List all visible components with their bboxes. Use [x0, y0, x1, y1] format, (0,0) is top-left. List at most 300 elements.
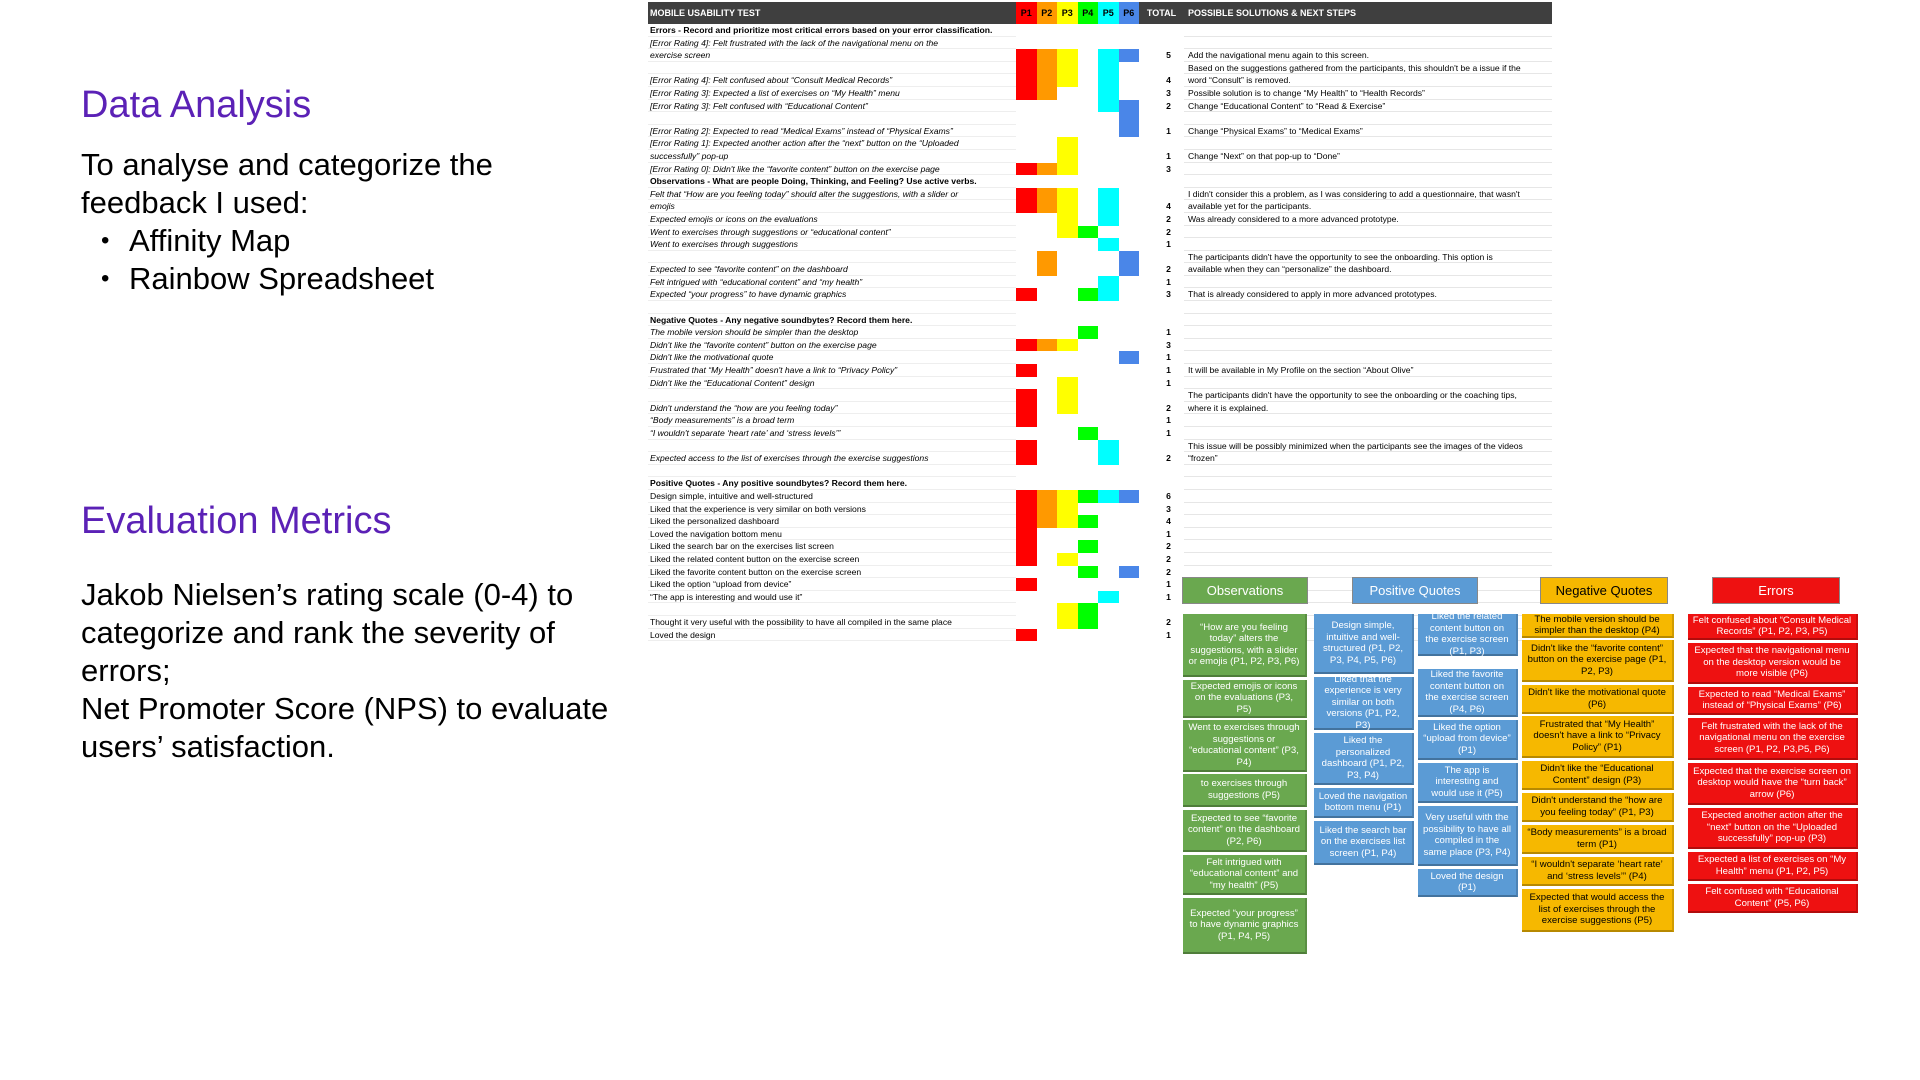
participant-header-p1: P1	[1016, 2, 1037, 24]
row-solution: “frozen”	[1184, 452, 1552, 465]
participant-cell-p2	[1037, 540, 1058, 553]
rainbow-spreadsheet	[648, 2, 1552, 641]
participant-cell-p2	[1037, 591, 1058, 604]
participant-cell-p3	[1057, 49, 1078, 62]
participant-cell-p3	[1057, 427, 1078, 440]
table-row	[648, 238, 1552, 251]
participant-cell-p1	[1016, 603, 1037, 616]
row-label	[648, 251, 1016, 264]
participant-cell-p2	[1037, 528, 1058, 541]
participant-cell-p6	[1119, 339, 1140, 352]
participant-cell-p1	[1016, 175, 1037, 188]
participant-cell-p5	[1098, 314, 1119, 327]
participant-cell-p4	[1078, 125, 1099, 138]
row-label: [Error Rating 4]: Felt confused about “Consult Medical Records”	[648, 74, 1016, 87]
row-label: [Error Rating 3]: Felt confused with “Educational Content”	[648, 100, 1016, 113]
row-label: “The app is interesting and would use it”	[648, 591, 1016, 604]
participant-cell-p6	[1119, 377, 1140, 390]
row-solution	[1184, 314, 1552, 327]
participant-cell-p2	[1037, 351, 1058, 364]
row-label	[648, 62, 1016, 75]
participant-cell-p3	[1057, 528, 1078, 541]
row-label: [Error Rating 1]: Expected another action after the “next” button on the “Uploaded	[648, 137, 1016, 150]
row-total: 1	[1166, 591, 1171, 602]
participant-cell-p6	[1119, 137, 1140, 150]
method-rainbow-spreadsheet: • Rainbow Spreadsheet	[81, 260, 611, 298]
participant-cell-p5	[1098, 465, 1119, 478]
sticky-note: Liked the option “upload from device” (P1)	[1418, 720, 1518, 760]
participant-cell-p5	[1098, 364, 1119, 377]
participant-cell-p2	[1037, 553, 1058, 566]
row-solution	[1184, 163, 1552, 176]
participant-cell-p2	[1037, 276, 1058, 289]
affinity-column-title-yellow: Negative Quotes	[1540, 577, 1668, 604]
table-row	[648, 402, 1552, 415]
participant-cell-p2	[1037, 37, 1058, 50]
row-label: [Error Rating 3]: Expected a list of exercises on “My Health” menu	[648, 87, 1016, 100]
participant-cell-p5	[1098, 414, 1119, 427]
row-label: Design simple, intuitive and well-structured	[648, 490, 1016, 503]
participant-cell-p2	[1037, 465, 1058, 478]
participant-cell-p1	[1016, 553, 1037, 566]
participant-cell-p5	[1098, 351, 1119, 364]
participant-cell-p4	[1078, 137, 1099, 150]
participant-cell-p2	[1037, 74, 1058, 87]
participant-cell-p3	[1057, 591, 1078, 604]
row-solution	[1184, 37, 1552, 50]
row-solution: I didn't consider this a problem, as I was considering to add a questionnaire, that wasn't	[1184, 188, 1552, 201]
participant-cell-p6	[1119, 414, 1140, 427]
row-label: Expected to see “favorite content” on the dashboard	[648, 263, 1016, 276]
sticky-note: to exercises through suggestions (P5)	[1183, 774, 1307, 807]
participant-cell-p1	[1016, 314, 1037, 327]
spreadsheet-body	[648, 24, 1552, 641]
participant-cell-p4	[1078, 528, 1099, 541]
row-label: Didn't like the “Educational Content” design	[648, 377, 1016, 390]
participant-cell-p6	[1119, 251, 1140, 264]
participant-cell-p1	[1016, 427, 1037, 440]
table-row	[648, 603, 1552, 616]
row-label: Didn't understand the “how are you feeling today”	[648, 402, 1016, 415]
table-row	[648, 540, 1552, 553]
row-solution	[1184, 112, 1552, 125]
row-total	[1139, 37, 1184, 50]
row-solution	[1184, 377, 1552, 390]
row-label: Didn't like the “favorite content” button on the exercise page	[648, 339, 1016, 352]
sticky-note: Felt confused with “Educational Content” (P5, P6)	[1688, 884, 1858, 913]
participant-cell-p5	[1098, 591, 1119, 604]
sticky-note: Loved the design (P1)	[1418, 869, 1518, 897]
participant-cell-p3	[1057, 238, 1078, 251]
row-solution	[1184, 540, 1552, 553]
row-total: 1	[1166, 528, 1171, 539]
sticky-note: Loved the navigation bottom menu (P1)	[1314, 788, 1414, 818]
participant-cell-p6	[1119, 351, 1140, 364]
participant-cell-p4	[1078, 314, 1099, 327]
row-label: Expected “your progress” to have dynamic graphics	[648, 288, 1016, 301]
row-label: Liked the related content button on the exercise screen	[648, 553, 1016, 566]
table-row	[648, 125, 1552, 138]
row-label: emojis	[648, 200, 1016, 213]
sticky-note: Felt confused about “Consult Medical Records” (P1, P2, P3, P5)	[1688, 614, 1858, 640]
sticky-note: Liked the personalized dashboard (P1, P2, P3, P4)	[1314, 733, 1414, 785]
participant-cell-p2	[1037, 440, 1058, 453]
row-label: “I wouldn't separate ‘heart rate’ and ‘stress levels’”	[648, 427, 1016, 440]
participant-cell-p4	[1078, 74, 1099, 87]
participant-cell-p1	[1016, 137, 1037, 150]
participant-cell-p4	[1078, 175, 1099, 188]
participant-cell-p1	[1016, 263, 1037, 276]
participant-header-p6: P6	[1119, 2, 1140, 24]
sticky-note: Didn't like the motivational quote (P6)	[1522, 685, 1674, 714]
participant-cell-p3	[1057, 339, 1078, 352]
row-total	[1139, 175, 1184, 188]
participant-cell-p5	[1098, 553, 1119, 566]
participant-cell-p4	[1078, 213, 1099, 226]
participant-cell-p4	[1078, 24, 1099, 37]
row-label	[648, 440, 1016, 453]
row-label: Loved the design	[648, 629, 1016, 642]
participant-cell-p1	[1016, 276, 1037, 289]
participant-cell-p1	[1016, 112, 1037, 125]
participant-cell-p5	[1098, 490, 1119, 503]
row-solution: Change “Next” on that pop-up to “Done”	[1184, 150, 1552, 163]
row-solution	[1184, 226, 1552, 239]
participant-cell-p5	[1098, 213, 1119, 226]
participant-cell-p5	[1098, 427, 1119, 440]
row-total: 1	[1166, 579, 1171, 590]
table-row	[648, 427, 1552, 440]
participant-cell-p1	[1016, 616, 1037, 629]
table-row	[648, 87, 1552, 100]
participant-cell-p2	[1037, 62, 1058, 75]
table-row	[648, 74, 1552, 87]
participant-cell-p3	[1057, 175, 1078, 188]
table-row	[648, 351, 1552, 364]
sticky-note: Felt intrigued with “educational content” and “my health” (P5)	[1183, 855, 1307, 895]
participant-cell-p1	[1016, 62, 1037, 75]
row-label: Felt intrigued with “educational content” and “my health”	[648, 276, 1016, 289]
participant-cell-p3	[1057, 24, 1078, 37]
participant-cell-p4	[1078, 427, 1099, 440]
participant-cell-p5	[1098, 603, 1119, 616]
table-row	[648, 188, 1552, 201]
sticky-note: Design simple, intuitive and well-structured (P1, P2, P3, P4, P5, P6)	[1314, 614, 1414, 674]
row-total: 3	[1166, 289, 1171, 300]
participant-cell-p6	[1119, 490, 1140, 503]
participant-cell-p5	[1098, 339, 1119, 352]
participant-cell-p6	[1119, 578, 1140, 591]
participant-cell-p5	[1098, 301, 1119, 314]
participant-cell-p5	[1098, 87, 1119, 100]
participant-cell-p6	[1119, 150, 1140, 163]
participant-cell-p6	[1119, 200, 1140, 213]
participant-cell-p1	[1016, 591, 1037, 604]
participant-cell-p6	[1119, 226, 1140, 239]
participant-cell-p3	[1057, 465, 1078, 478]
row-label: Positive Quotes - Any positive soundbytes? Record them here.	[648, 477, 1016, 490]
participant-cell-p6	[1119, 24, 1140, 37]
participant-cell-p4	[1078, 477, 1099, 490]
participant-cell-p6	[1119, 263, 1140, 276]
participant-cell-p2	[1037, 503, 1058, 516]
table-row	[648, 37, 1552, 50]
participant-cell-p3	[1057, 515, 1078, 528]
participant-cell-p2	[1037, 238, 1058, 251]
participant-cell-p2	[1037, 566, 1058, 579]
participant-cell-p2	[1037, 150, 1058, 163]
row-total: 2	[1166, 553, 1171, 564]
table-row	[648, 490, 1552, 503]
participant-cell-p1	[1016, 578, 1037, 591]
participant-cell-p1	[1016, 503, 1037, 516]
evaluation-metrics-text	[81, 576, 621, 766]
participant-cell-p3	[1057, 200, 1078, 213]
participant-cell-p2	[1037, 49, 1058, 62]
participant-cell-p6	[1119, 238, 1140, 251]
participant-cell-p1	[1016, 238, 1037, 251]
participant-cell-p2	[1037, 251, 1058, 264]
participant-cell-p5	[1098, 263, 1119, 276]
row-total: 6	[1166, 490, 1171, 501]
row-total: 1	[1166, 239, 1171, 250]
sticky-note: Expected emojis or icons on the evaluations (P3, P5)	[1183, 680, 1307, 718]
row-total: 3	[1166, 503, 1171, 514]
row-label: [Error Rating 4]: Felt frustrated with the lack of the navigational menu on the	[648, 37, 1016, 50]
section-header-row	[648, 175, 1552, 188]
participant-cell-p6	[1119, 74, 1140, 87]
participant-cell-p3	[1057, 364, 1078, 377]
data-analysis-intro: To analyse and categorize the feedback I used:	[81, 147, 493, 220]
participant-cell-p1	[1016, 37, 1037, 50]
participant-cell-p6	[1119, 314, 1140, 327]
participant-cell-p3	[1057, 150, 1078, 163]
row-label: Liked the option “upload from device”	[648, 578, 1016, 591]
participant-cell-p1	[1016, 414, 1037, 427]
participant-cell-p6	[1119, 326, 1140, 339]
row-solution: Was already considered to a more advanced prototype.	[1184, 213, 1552, 226]
row-label	[648, 112, 1016, 125]
participant-cell-p6	[1119, 87, 1140, 100]
total-header: TOTAL	[1146, 8, 1177, 18]
table-row	[648, 163, 1552, 176]
row-solution: where it is explained.	[1184, 402, 1552, 415]
table-row	[648, 288, 1552, 301]
participant-cell-p3	[1057, 629, 1078, 642]
sticky-note: “Body measurements” is a broad term (P1)	[1522, 825, 1674, 854]
participant-cell-p4	[1078, 452, 1099, 465]
participant-cell-p4	[1078, 226, 1099, 239]
row-solution: The participants didn't have the opportunity to see the onboarding. This option is	[1184, 251, 1552, 264]
participant-cell-p6	[1119, 402, 1140, 415]
row-total: 2	[1166, 402, 1171, 413]
participant-cell-p5	[1098, 402, 1119, 415]
participant-cell-p3	[1057, 377, 1078, 390]
row-total: 1	[1166, 428, 1171, 438]
table-row	[648, 528, 1552, 541]
participant-cell-p4	[1078, 465, 1099, 478]
participant-cell-p4	[1078, 238, 1099, 251]
participant-cell-p1	[1016, 150, 1037, 163]
participant-cell-p2	[1037, 100, 1058, 113]
affinity-column-title-red: Errors	[1712, 577, 1840, 604]
row-total	[1139, 440, 1184, 453]
participant-cell-p4	[1078, 251, 1099, 264]
table-row	[648, 465, 1552, 478]
participant-cell-p5	[1098, 578, 1119, 591]
participant-cell-p2	[1037, 377, 1058, 390]
participant-cell-p2	[1037, 226, 1058, 239]
participant-cell-p3	[1057, 490, 1078, 503]
participant-cell-p2	[1037, 301, 1058, 314]
participant-header-p4: P4	[1078, 2, 1099, 24]
row-solution: Change “Educational Content” to “Read & Exercise”	[1184, 100, 1552, 113]
row-total: 2	[1166, 453, 1171, 464]
metrics-nps-text: Net Promoter Score (NPS) to evaluate users’ satisfaction.	[81, 691, 609, 764]
participant-cell-p4	[1078, 351, 1099, 364]
participant-cell-p2	[1037, 364, 1058, 377]
participant-cell-p2	[1037, 389, 1058, 402]
table-row	[648, 263, 1552, 276]
participant-cell-p4	[1078, 414, 1099, 427]
methods-list	[81, 222, 611, 298]
participant-cell-p1	[1016, 288, 1037, 301]
participant-cell-p2	[1037, 477, 1058, 490]
row-solution	[1184, 238, 1552, 251]
participant-cell-p1	[1016, 440, 1037, 453]
participant-cell-p6	[1119, 62, 1140, 75]
participant-cell-p3	[1057, 137, 1078, 150]
sticky-note: Didn't like the “favorite content” button on the exercise page (P1, P2, P3)	[1522, 640, 1674, 682]
participant-cell-p6	[1119, 540, 1140, 553]
table-row	[648, 100, 1552, 113]
participant-cell-p1	[1016, 477, 1037, 490]
participant-cell-p1	[1016, 629, 1037, 642]
participant-cell-p6	[1119, 629, 1140, 642]
row-solution: Based on the suggestions gathered from the participants, this shouldn't be a issue if the	[1184, 62, 1552, 75]
row-total	[1139, 62, 1184, 75]
participant-cell-p1	[1016, 213, 1037, 226]
participant-cell-p3	[1057, 477, 1078, 490]
participant-cell-p3	[1057, 87, 1078, 100]
participant-cell-p3	[1057, 100, 1078, 113]
row-label: Errors - Record and prioritize most critical errors based on your error classification.	[648, 24, 1016, 37]
participant-cell-p6	[1119, 452, 1140, 465]
sticky-note: Liked the related content button on the exercise screen (P1, P3)	[1418, 614, 1518, 656]
table-row	[648, 616, 1552, 629]
spreadsheet-header	[648, 2, 1552, 24]
row-total: 4	[1166, 516, 1171, 527]
participant-cell-p6	[1119, 503, 1140, 516]
table-row	[648, 251, 1552, 264]
row-label: Liked the search bar on the exercises list screen	[648, 540, 1016, 553]
row-total: 1	[1166, 276, 1171, 287]
row-total: 1	[1166, 365, 1171, 376]
participant-cell-p6	[1119, 301, 1140, 314]
participant-cell-p2	[1037, 578, 1058, 591]
row-label: Went to exercises through suggestions or “educational content”	[648, 226, 1016, 239]
participant-cell-p4	[1078, 490, 1099, 503]
sticky-note: “I wouldn't separate ‘heart rate’ and ‘stress levels’” (P4)	[1522, 857, 1674, 886]
participant-cell-p1	[1016, 490, 1037, 503]
sticky-note: The app is interesting and would use it (P5)	[1418, 763, 1518, 803]
row-label: Negative Quotes - Any negative soundbytes? Record them here.	[648, 314, 1016, 327]
participant-cell-p3	[1057, 414, 1078, 427]
participant-cell-p5	[1098, 238, 1119, 251]
participant-cell-p4	[1078, 263, 1099, 276]
participant-cell-p3	[1057, 112, 1078, 125]
participant-cell-p2	[1037, 175, 1058, 188]
participant-cell-p5	[1098, 24, 1119, 37]
row-label: [Error Rating 2]: Expected to read “Medical Exams” instead of “Physical Exams”	[648, 125, 1016, 138]
row-label: The mobile version should be simpler than the desktop	[648, 326, 1016, 339]
participant-cell-p6	[1119, 49, 1140, 62]
table-row	[648, 377, 1552, 390]
table-row	[648, 276, 1552, 289]
participant-cell-p6	[1119, 37, 1140, 50]
participant-cell-p6	[1119, 276, 1140, 289]
participant-cell-p4	[1078, 364, 1099, 377]
row-total: 2	[1166, 616, 1171, 627]
row-total: 3	[1166, 87, 1171, 98]
participant-cell-p5	[1098, 503, 1119, 516]
row-total: 1	[1166, 150, 1171, 161]
row-solution	[1184, 427, 1552, 440]
participant-cell-p4	[1078, 339, 1099, 352]
affinity-column-title-green: Observations	[1182, 577, 1308, 604]
section-header-row	[648, 24, 1552, 37]
participant-cell-p1	[1016, 351, 1037, 364]
participant-cell-p5	[1098, 288, 1119, 301]
table-row	[648, 553, 1552, 566]
participant-cell-p5	[1098, 251, 1119, 264]
table-row	[648, 440, 1552, 453]
sticky-note: “How are you feeling today” alters the suggestions, with a slider or emojis (P1, P2, P3, P6)	[1183, 614, 1307, 677]
table-row	[648, 326, 1552, 339]
sticky-note: Expected to read “Medical Exams” instead of “Physical Exams” (P6)	[1688, 687, 1858, 715]
participant-cell-p6	[1119, 288, 1140, 301]
row-total	[1139, 251, 1184, 264]
row-label	[648, 603, 1016, 616]
participant-cell-p6	[1119, 440, 1140, 453]
participant-cell-p1	[1016, 74, 1037, 87]
participant-cell-p4	[1078, 616, 1099, 629]
sticky-note: Didn't like the “Educational Content” design (P3)	[1522, 761, 1674, 790]
participant-cell-p1	[1016, 465, 1037, 478]
participant-cell-p2	[1037, 112, 1058, 125]
sticky-note: Expected another action after the “next” button on the “Uploaded successfully” pop-up (P3)	[1688, 808, 1858, 849]
participant-cell-p3	[1057, 402, 1078, 415]
row-solution: This issue will be possibly minimized when the participants see the images of the videos	[1184, 440, 1552, 453]
table-row	[648, 49, 1552, 62]
participant-cell-p5	[1098, 137, 1119, 150]
participant-cell-p6	[1119, 553, 1140, 566]
row-label: Liked the personalized dashboard	[648, 515, 1016, 528]
participant-cell-p3	[1057, 326, 1078, 339]
row-total	[1139, 112, 1184, 125]
participant-cell-p1	[1016, 528, 1037, 541]
row-total: 2	[1166, 100, 1171, 111]
sticky-note: The mobile version should be simpler than the desktop (P4)	[1522, 614, 1674, 638]
participant-cell-p4	[1078, 566, 1099, 579]
participant-cell-p2	[1037, 213, 1058, 226]
participant-cell-p4	[1078, 578, 1099, 591]
participant-cell-p4	[1078, 503, 1099, 516]
row-solution: Change “Physical Exams” to “Medical Exams”	[1184, 125, 1552, 138]
table-row	[648, 62, 1552, 75]
sticky-note: Expected that the exercise screen on desktop would have the “turn back” arrow (P6)	[1688, 763, 1858, 805]
participant-cell-p2	[1037, 515, 1058, 528]
